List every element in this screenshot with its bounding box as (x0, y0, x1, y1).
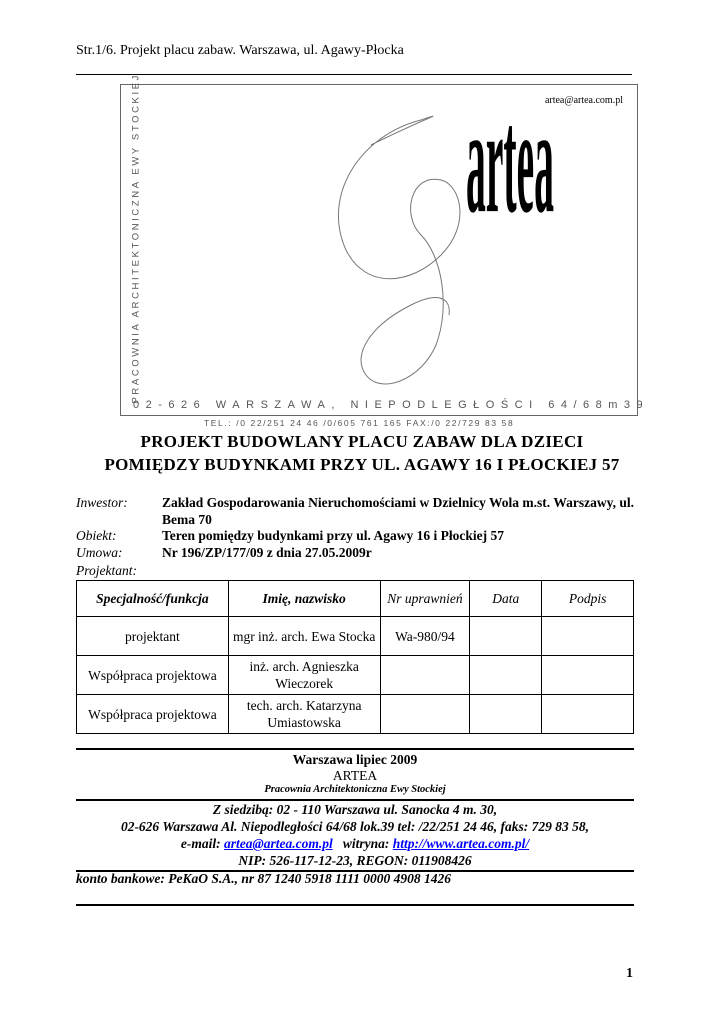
table-row (77, 656, 634, 695)
cell-signature (542, 695, 634, 734)
company-subtitle: Pracownia Architektoniczna Ewy Stockiej (264, 784, 446, 795)
cell-name: mgr inż. arch. Ewa Stocka (228, 617, 380, 656)
cell-date (470, 695, 542, 734)
cell-date (470, 656, 542, 695)
object-label: Obiekt: (76, 528, 117, 543)
company-logo (120, 73, 650, 416)
col-header-license: Nr uprawnień (380, 581, 470, 617)
logo-vertical-text: PRACOWNIA ARCHITEKTONICZNA EWY STOCKIEJ (130, 73, 142, 404)
table-row (77, 617, 634, 656)
title-line-1: PROJEKT BUDOWLANY PLACU ZABAW DLA DZIECI (140, 432, 584, 451)
bank-account: konto bankowe: PeKaO S.A., nr 87 1240 5918 1111 0000 4908 1426 (76, 871, 452, 886)
cell-signature (542, 656, 634, 695)
col-header-specialty: Specjalność/funkcja (77, 581, 229, 617)
artea-brand (455, 123, 565, 303)
investor-value: Zakład Gospodarowania Nieruchomościami w Dzielnicy Wola m.st. Warszawy, ul. Bema 70 (162, 495, 634, 527)
email-label: e-mail: (180, 836, 221, 851)
cell-specialty: Współpraca projektowa (77, 695, 229, 734)
footer-divider (76, 748, 634, 750)
cell-date (470, 617, 542, 656)
designer-label: Projektant: (76, 563, 137, 578)
brand-text: artea (466, 123, 554, 245)
cell-specialty: projektant (77, 617, 229, 656)
footer-divider (76, 799, 634, 801)
company-address: 02-626 Warszawa Al. Niepodległości 64/68 lok.39 tel: /22/251 24 46, faks: 729 83 58, (120, 819, 590, 834)
website-link[interactable]: http://www.artea.com.pl/ (392, 836, 530, 851)
object-value: Teren pomiędzy budynkami przy ul. Agawy 16 i Płockiej 57 (162, 528, 505, 543)
cell-specialty: Współpraca projektowa (77, 656, 229, 695)
col-header-signature: Podpis (542, 581, 634, 617)
company-name: ARTEA (332, 768, 378, 783)
investor-row (76, 494, 634, 528)
contact-line (76, 836, 634, 852)
table-row (77, 695, 634, 734)
company-nip: NIP: 526-117-12-23, REGON: 011908426 (238, 853, 472, 868)
company-seat: Z siedzibą: 02 - 110 Warszawa ul. Sanocka 4 m. 30, (212, 802, 498, 817)
footer-divider (76, 904, 634, 906)
contract-label: Umowa: (76, 545, 123, 560)
logo-address: 02-626 WARSZAWA, NIEPODLEGŁOŚCI 64/68m39 (133, 399, 650, 411)
page-header: Str.1/6. Projekt placu zabaw. Warszawa, ul. Agawy-Płocka (76, 43, 404, 58)
designers-table (76, 580, 634, 734)
logo-email: artea@artea.com.pl (544, 95, 623, 106)
page-number: 1 (626, 966, 633, 981)
cell-license (380, 695, 470, 734)
contract-value: Nr 196/ZP/177/09 z dnia 27.05.2009r (162, 545, 372, 560)
cell-name: tech. arch. Katarzyna Umiastowska (228, 695, 380, 734)
table-header-row (77, 581, 634, 617)
investor-label: Inwestor: (76, 495, 128, 510)
title-line-2: POMIĘDZY BUDYNKAMI PRZY UL. AGAWY 16 I PŁOCKIEJ 57 (104, 455, 620, 474)
cell-signature (542, 617, 634, 656)
cell-license: Wa-980/94 (380, 617, 470, 656)
header-divider (76, 74, 632, 75)
cell-license (380, 656, 470, 695)
logo-phone: TEL.: /0 22/251 24 46 /0/605 761 165 FAX:/0 22/729 83 58 (204, 418, 515, 428)
place-date: Warszawa lipiec 2009 (292, 752, 418, 767)
col-header-name: Imię, nazwisko (228, 581, 380, 617)
cell-name: inż. arch. Agnieszka Wieczorek (228, 656, 380, 695)
email-link[interactable]: artea@artea.com.pl (224, 836, 333, 851)
www-label: witryna: (342, 836, 390, 851)
col-header-date: Data (470, 581, 542, 617)
